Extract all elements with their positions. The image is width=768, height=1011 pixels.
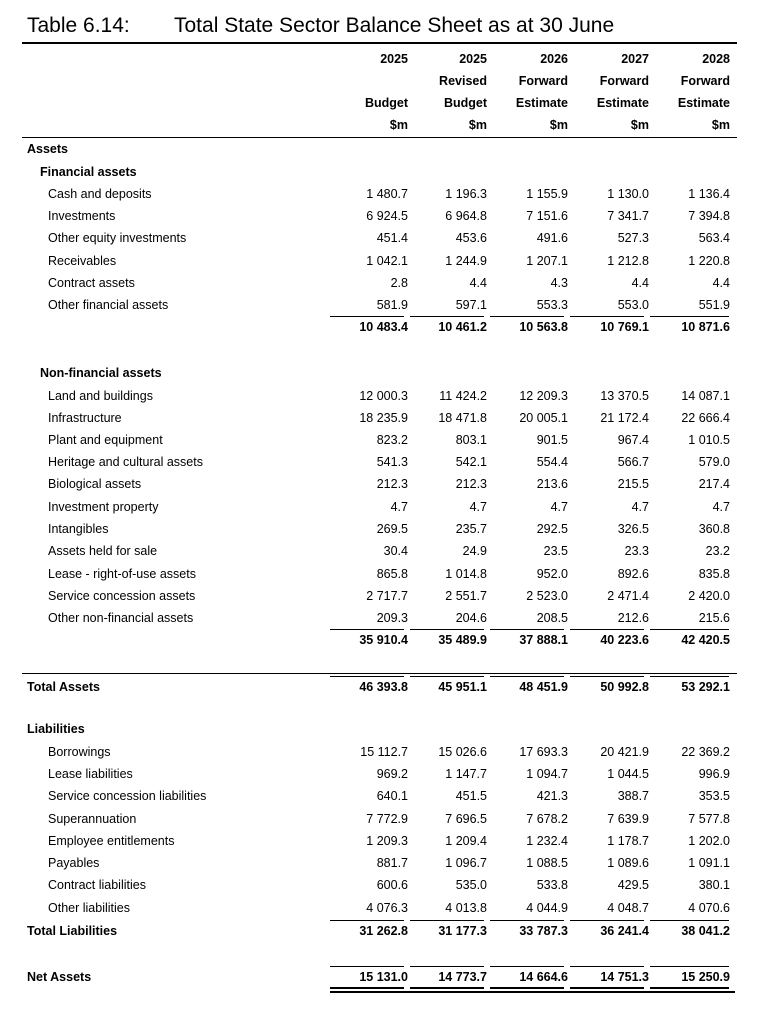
row-value: 50 992.8 bbox=[600, 680, 649, 694]
table-row bbox=[0, 209, 768, 229]
row-value: 7 696.5 bbox=[445, 812, 487, 826]
row-value: 1 220.8 bbox=[688, 254, 730, 268]
row-value: 1 207.1 bbox=[526, 254, 568, 268]
row-label: Investments bbox=[48, 209, 116, 223]
row-value: 553.0 bbox=[617, 298, 649, 312]
row-value: 1 480.7 bbox=[366, 187, 408, 201]
table-row bbox=[0, 142, 768, 162]
net-assets-double-rule bbox=[410, 987, 484, 989]
table-title-text: Total State Sector Balance Sheet as at 30 June bbox=[174, 14, 615, 37]
row-value: 1 044.5 bbox=[607, 767, 649, 781]
net-assets-double-rule bbox=[650, 987, 729, 989]
row-value: 326.5 bbox=[617, 522, 649, 536]
row-value: 892.6 bbox=[617, 567, 649, 581]
subtotal-rule bbox=[650, 966, 729, 967]
row-value: 20 421.9 bbox=[600, 745, 649, 759]
column-header-5-line-3: Estimate bbox=[677, 96, 730, 110]
subtotal-rule bbox=[410, 920, 484, 921]
table-row bbox=[0, 589, 768, 609]
subtotal-rule bbox=[330, 676, 404, 677]
row-value: 212.6 bbox=[617, 611, 649, 625]
table-row bbox=[0, 901, 768, 921]
row-value: 4.4 bbox=[631, 276, 649, 290]
row-value: 451.5 bbox=[455, 789, 487, 803]
table-row bbox=[0, 231, 768, 251]
net-assets-double-rule bbox=[330, 987, 404, 989]
row-value: 7 341.7 bbox=[607, 209, 649, 223]
subtotal-rule bbox=[330, 920, 404, 921]
row-value: 4.7 bbox=[712, 500, 730, 514]
row-label: Total Liabilities bbox=[27, 924, 118, 938]
row-value: 10 563.8 bbox=[519, 320, 568, 334]
row-value: 597.1 bbox=[455, 298, 487, 312]
row-value: 1 042.1 bbox=[366, 254, 408, 268]
table-row bbox=[0, 276, 768, 296]
row-value: 4.3 bbox=[550, 276, 568, 290]
row-value: 7 639.9 bbox=[607, 812, 649, 826]
row-label: Infrastructure bbox=[48, 411, 122, 425]
row-value: 1 244.9 bbox=[445, 254, 487, 268]
table-title bbox=[27, 14, 614, 38]
column-header-5-line-4: $m bbox=[711, 118, 730, 132]
row-value: 566.7 bbox=[617, 455, 649, 469]
row-value: 7 577.8 bbox=[688, 812, 730, 826]
row-value: 1 232.4 bbox=[526, 834, 568, 848]
row-value: 353.5 bbox=[698, 789, 730, 803]
row-label: Receivables bbox=[48, 254, 117, 268]
row-value: 48 451.9 bbox=[519, 680, 568, 694]
row-value: 1 202.0 bbox=[688, 834, 730, 848]
row-value: 554.4 bbox=[536, 455, 568, 469]
row-value: 35 910.4 bbox=[359, 633, 408, 647]
subtotal-rule bbox=[490, 316, 564, 317]
table-row bbox=[0, 455, 768, 475]
row-value: 1 091.1 bbox=[688, 856, 730, 870]
row-value: 209.3 bbox=[376, 611, 408, 625]
table-row bbox=[0, 389, 768, 409]
row-value: 579.0 bbox=[698, 455, 730, 469]
table-row bbox=[0, 165, 768, 185]
row-value: 4 013.8 bbox=[445, 901, 487, 915]
row-value: 208.5 bbox=[536, 611, 568, 625]
row-label: Service concession liabilities bbox=[48, 789, 207, 803]
row-value: 535.0 bbox=[455, 878, 487, 892]
row-label: Assets held for sale bbox=[48, 544, 158, 558]
row-value: 2 717.7 bbox=[366, 589, 408, 603]
subtotal-rule bbox=[490, 676, 564, 677]
row-value: 15 250.9 bbox=[681, 970, 730, 984]
row-value: 823.2 bbox=[376, 433, 408, 447]
row-value: 4 044.9 bbox=[526, 901, 568, 915]
row-value: 1 014.8 bbox=[445, 567, 487, 581]
row-value: 7 151.6 bbox=[526, 209, 568, 223]
row-value: 952.0 bbox=[536, 567, 568, 581]
row-label: Lease - right-of-use assets bbox=[48, 567, 196, 581]
row-value: 563.4 bbox=[698, 231, 730, 245]
row-value: 1 209.3 bbox=[366, 834, 408, 848]
row-label: Payables bbox=[48, 856, 100, 870]
row-value: 1 010.5 bbox=[688, 433, 730, 447]
row-value: 10 769.1 bbox=[600, 320, 649, 334]
row-value: 11 424.2 bbox=[439, 389, 487, 403]
table-row bbox=[0, 411, 768, 431]
title-rule bbox=[22, 42, 737, 44]
row-value: 2 523.0 bbox=[526, 589, 568, 603]
subtotal-rule bbox=[410, 676, 484, 677]
row-value: 14 773.7 bbox=[438, 970, 487, 984]
subtotal-rule bbox=[490, 920, 564, 921]
table-row bbox=[0, 522, 768, 542]
row-value: 429.5 bbox=[617, 878, 649, 892]
row-value: 453.6 bbox=[455, 231, 487, 245]
row-value: 18 471.8 bbox=[438, 411, 487, 425]
subtotal-rule bbox=[490, 629, 564, 630]
row-value: 22 369.2 bbox=[681, 745, 730, 759]
row-label: Borrowings bbox=[48, 745, 111, 759]
header-rule bbox=[22, 137, 737, 138]
row-value: 23.2 bbox=[705, 544, 730, 558]
row-label: Liabilities bbox=[27, 722, 85, 736]
column-header-4-line-3: Estimate bbox=[596, 96, 649, 110]
row-value: 1 094.7 bbox=[526, 767, 568, 781]
row-label: Non-financial assets bbox=[40, 366, 162, 380]
subtotal-rule bbox=[410, 966, 484, 967]
row-label: Net Assets bbox=[27, 970, 92, 984]
row-value: 31 177.3 bbox=[438, 924, 487, 938]
column-header-2-line-1: 2025 bbox=[459, 52, 487, 66]
row-value: 4 076.3 bbox=[366, 901, 408, 915]
row-value: 533.8 bbox=[536, 878, 568, 892]
row-value: 53 292.1 bbox=[681, 680, 730, 694]
column-header-5-line-2: Forward bbox=[680, 74, 730, 88]
table-number: Table 6.14: bbox=[27, 14, 130, 37]
subtotal-rule bbox=[490, 966, 564, 967]
row-value: 7 772.9 bbox=[366, 812, 408, 826]
row-label: Intangibles bbox=[48, 522, 109, 536]
subtotal-rule bbox=[570, 966, 644, 967]
row-value: 865.8 bbox=[376, 567, 408, 581]
table-row bbox=[0, 834, 768, 854]
row-label: Other financial assets bbox=[48, 298, 169, 312]
row-value: 1 209.4 bbox=[445, 834, 487, 848]
table-row bbox=[0, 745, 768, 765]
row-value: 1 212.8 bbox=[607, 254, 649, 268]
row-value: 4.7 bbox=[390, 500, 408, 514]
column-header-4-line-1: 2027 bbox=[621, 52, 649, 66]
row-label: Heritage and cultural assets bbox=[48, 455, 203, 469]
row-value: 541.3 bbox=[376, 455, 408, 469]
row-value: 23.3 bbox=[624, 544, 649, 558]
table-row bbox=[0, 611, 768, 631]
table-row bbox=[0, 924, 768, 944]
row-value: 2.8 bbox=[390, 276, 408, 290]
table-row bbox=[0, 680, 768, 700]
row-value: 527.3 bbox=[617, 231, 649, 245]
row-label: Cash and deposits bbox=[48, 187, 152, 201]
row-value: 6 924.5 bbox=[366, 209, 408, 223]
column-header-1-line-1: 2025 bbox=[380, 52, 408, 66]
row-label: Financial assets bbox=[40, 165, 137, 179]
table-row bbox=[0, 812, 768, 832]
row-value: 7 678.2 bbox=[526, 812, 568, 826]
subtotal-rule bbox=[570, 629, 644, 630]
row-value: 6 964.8 bbox=[445, 209, 487, 223]
row-value: 4 070.6 bbox=[688, 901, 730, 915]
row-value: 881.7 bbox=[376, 856, 408, 870]
row-value: 24.9 bbox=[462, 544, 487, 558]
column-header-2-line-3: Budget bbox=[443, 96, 487, 110]
row-value: 2 551.7 bbox=[445, 589, 487, 603]
row-value: 1 136.4 bbox=[688, 187, 730, 201]
row-value: 212.3 bbox=[455, 477, 487, 491]
row-value: 388.7 bbox=[617, 789, 649, 803]
row-value: 553.3 bbox=[536, 298, 568, 312]
row-value: 1 155.9 bbox=[526, 187, 568, 201]
subtotal-rule bbox=[570, 920, 644, 921]
net-assets-double-rule bbox=[330, 991, 735, 993]
row-label: Biological assets bbox=[48, 477, 142, 491]
row-value: 1 089.6 bbox=[607, 856, 649, 870]
column-header-1-line-3: Budget bbox=[364, 96, 408, 110]
row-value: 7 394.8 bbox=[688, 209, 730, 223]
net-assets-double-rule bbox=[490, 987, 564, 989]
subtotal-rule bbox=[650, 676, 729, 677]
subtotal-rule bbox=[650, 629, 729, 630]
row-label: Land and buildings bbox=[48, 389, 153, 403]
row-value: 12 209.3 bbox=[519, 389, 568, 403]
row-value: 31 262.8 bbox=[359, 924, 408, 938]
table-row bbox=[0, 366, 768, 386]
row-value: 217.4 bbox=[698, 477, 730, 491]
row-value: 2 471.4 bbox=[607, 589, 649, 603]
total-assets-rule bbox=[22, 673, 737, 674]
row-value: 12 000.3 bbox=[359, 389, 408, 403]
column-header-2-line-4: $m bbox=[468, 118, 487, 132]
row-value: 15 112.7 bbox=[360, 745, 408, 759]
subtotal-rule bbox=[570, 676, 644, 677]
row-value: 640.1 bbox=[376, 789, 408, 803]
row-value: 542.1 bbox=[455, 455, 487, 469]
table-row bbox=[0, 722, 768, 742]
table-row bbox=[0, 500, 768, 520]
row-value: 235.7 bbox=[455, 522, 487, 536]
subtotal-rule bbox=[330, 966, 404, 967]
column-header-2-line-2: Revised bbox=[439, 74, 487, 88]
row-label: Total Assets bbox=[27, 680, 100, 694]
row-label: Investment property bbox=[48, 500, 159, 514]
net-assets-double-rule bbox=[570, 987, 644, 989]
row-value: 37 888.1 bbox=[519, 633, 568, 647]
row-value: 4.7 bbox=[631, 500, 649, 514]
row-label: Contract liabilities bbox=[48, 878, 146, 892]
row-value: 15 026.6 bbox=[438, 745, 487, 759]
row-value: 46 393.8 bbox=[359, 680, 408, 694]
row-value: 33 787.3 bbox=[519, 924, 568, 938]
row-value: 1 178.7 bbox=[607, 834, 649, 848]
row-label: Lease liabilities bbox=[48, 767, 133, 781]
row-label: Contract assets bbox=[48, 276, 135, 290]
table-row bbox=[0, 567, 768, 587]
subtotal-rule bbox=[570, 316, 644, 317]
row-value: 215.6 bbox=[698, 611, 730, 625]
row-value: 1 088.5 bbox=[526, 856, 568, 870]
row-label: Plant and equipment bbox=[48, 433, 163, 447]
row-value: 600.6 bbox=[376, 878, 408, 892]
column-header-4-line-4: $m bbox=[630, 118, 649, 132]
row-value: 22 666.4 bbox=[681, 411, 730, 425]
row-value: 1 196.3 bbox=[445, 187, 487, 201]
row-value: 18 235.9 bbox=[359, 411, 408, 425]
row-value: 581.9 bbox=[376, 298, 408, 312]
row-value: 35 489.9 bbox=[438, 633, 487, 647]
row-value: 38 041.2 bbox=[681, 924, 730, 938]
row-value: 2 420.0 bbox=[688, 589, 730, 603]
row-label: Service concession assets bbox=[48, 589, 196, 603]
subtotal-rule bbox=[410, 629, 484, 630]
row-value: 10 483.4 bbox=[359, 320, 408, 334]
column-header-5-line-1: 2028 bbox=[702, 52, 730, 66]
row-value: 14 751.3 bbox=[600, 970, 649, 984]
row-value: 360.8 bbox=[698, 522, 730, 536]
row-value: 20 005.1 bbox=[519, 411, 568, 425]
row-label: Assets bbox=[27, 142, 68, 156]
subtotal-rule bbox=[650, 316, 729, 317]
subtotal-row bbox=[0, 320, 768, 340]
row-value: 10 461.2 bbox=[438, 320, 487, 334]
row-value: 4.4 bbox=[712, 276, 730, 290]
row-value: 212.3 bbox=[376, 477, 408, 491]
row-value: 451.4 bbox=[376, 231, 408, 245]
row-value: 491.6 bbox=[536, 231, 568, 245]
table-row bbox=[0, 878, 768, 898]
subtotal-row bbox=[0, 633, 768, 653]
row-value: 30.4 bbox=[383, 544, 408, 558]
row-value: 40 223.6 bbox=[600, 633, 649, 647]
row-value: 1 147.7 bbox=[445, 767, 487, 781]
row-value: 4.4 bbox=[469, 276, 487, 290]
row-value: 380.1 bbox=[698, 878, 730, 892]
row-value: 17 693.3 bbox=[519, 745, 568, 759]
row-value: 13 370.5 bbox=[600, 389, 649, 403]
row-value: 4.7 bbox=[469, 500, 487, 514]
subtotal-rule bbox=[330, 316, 404, 317]
column-header-1-line-4: $m bbox=[389, 118, 408, 132]
row-value: 269.5 bbox=[376, 522, 408, 536]
table-row bbox=[0, 767, 768, 787]
row-value: 45 951.1 bbox=[438, 680, 487, 694]
row-value: 21 172.4 bbox=[600, 411, 649, 425]
subtotal-rule bbox=[330, 629, 404, 630]
column-header-3-line-3: Estimate bbox=[515, 96, 568, 110]
row-value: 551.9 bbox=[698, 298, 730, 312]
table-row bbox=[0, 477, 768, 497]
table-row bbox=[0, 254, 768, 274]
row-value: 996.9 bbox=[698, 767, 730, 781]
row-value: 4 048.7 bbox=[607, 901, 649, 915]
row-value: 14 664.6 bbox=[519, 970, 568, 984]
table-row bbox=[0, 187, 768, 207]
row-value: 969.2 bbox=[376, 767, 408, 781]
table-row bbox=[0, 544, 768, 564]
row-value: 421.3 bbox=[536, 789, 568, 803]
row-label: Other liabilities bbox=[48, 901, 130, 915]
row-value: 215.5 bbox=[617, 477, 649, 491]
row-value: 901.5 bbox=[536, 433, 568, 447]
row-value: 23.5 bbox=[543, 544, 568, 558]
row-value: 204.6 bbox=[455, 611, 487, 625]
table-row bbox=[0, 433, 768, 453]
column-header-4-line-2: Forward bbox=[599, 74, 649, 88]
table-row bbox=[0, 789, 768, 809]
row-value: 835.8 bbox=[698, 567, 730, 581]
column-header-3-line-1: 2026 bbox=[540, 52, 568, 66]
row-value: 213.6 bbox=[536, 477, 568, 491]
column-header-3-line-4: $m bbox=[549, 118, 568, 132]
row-value: 10 871.6 bbox=[681, 320, 730, 334]
row-value: 14 087.1 bbox=[681, 389, 730, 403]
row-value: 36 241.4 bbox=[600, 924, 649, 938]
row-value: 1 096.7 bbox=[445, 856, 487, 870]
row-value: 42 420.5 bbox=[681, 633, 730, 647]
row-value: 803.1 bbox=[455, 433, 487, 447]
row-value: 4.7 bbox=[550, 500, 568, 514]
row-value: 967.4 bbox=[617, 433, 649, 447]
column-header-3-line-2: Forward bbox=[518, 74, 568, 88]
row-label: Superannuation bbox=[48, 812, 137, 826]
row-label: Other non-financial assets bbox=[48, 611, 194, 625]
subtotal-rule bbox=[650, 920, 729, 921]
subtotal-rule bbox=[410, 316, 484, 317]
row-value: 15 131.0 bbox=[359, 970, 408, 984]
row-label: Other equity investments bbox=[48, 231, 187, 245]
table-row bbox=[0, 856, 768, 876]
table-row bbox=[0, 298, 768, 318]
row-value: 1 130.0 bbox=[607, 187, 649, 201]
row-value: 292.5 bbox=[536, 522, 568, 536]
row-label: Employee entitlements bbox=[48, 834, 175, 848]
